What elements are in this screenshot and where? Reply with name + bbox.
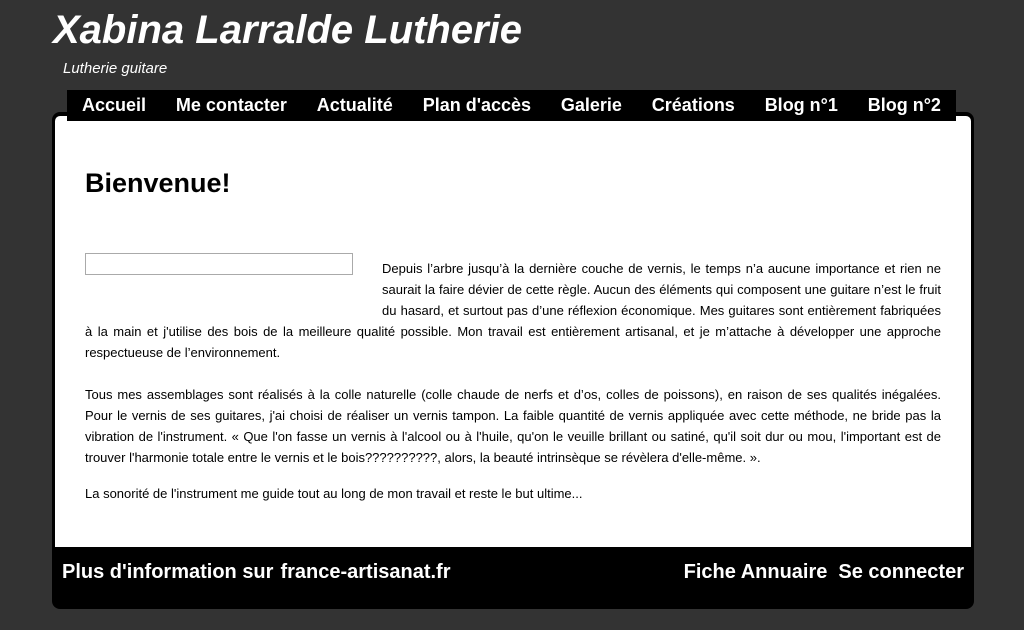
- nav-item-blog-1[interactable]: Blog n°1: [764, 95, 838, 115]
- page-title: Bienvenue!: [85, 168, 231, 198]
- nav-item-creations[interactable]: Créations: [651, 95, 735, 115]
- paragraph-sonorite: La sonorité de l'instrument me guide tout au long de mon travail et reste le but ultime...: [85, 486, 583, 501]
- nav-item-me-contacter[interactable]: Me contacter: [175, 95, 287, 115]
- nav-item-plan-acces[interactable]: Plan d'accès: [422, 95, 532, 115]
- france-artisanat-link[interactable]: france-artisanat.fr: [280, 560, 451, 583]
- site-subtitle: Lutherie guitare: [63, 60, 168, 77]
- footer-info-label: Plus d'information sur: [62, 560, 274, 583]
- nav-item-actualite[interactable]: Actualité: [316, 95, 393, 115]
- image-placeholder: [85, 253, 353, 275]
- paragraph-intro: Depuis l’arbre jusqu’à la dernière couche de vernis, le temps n’a aucune importance et rien ne saurait la faire dévier de cette règle. Aucun des éléments qui composent une guitare n’est le fruit du hasard, et surtout pas d’une réflexion économique. Mes guitares sont entièrement fabriquées à la main et j'utilise des bois de la meilleure qualité possible. Mon travail est entièrement artisanal, et je m’attache à développer une approche respectueuse de l’environnement.: [85, 261, 941, 360]
- login-link[interactable]: Se connecter: [838, 560, 964, 583]
- article-body: [85, 253, 941, 504]
- nav-item-blog-2[interactable]: Blog n°2: [867, 95, 941, 115]
- footer-info: [62, 561, 451, 584]
- fiche-annuaire-link[interactable]: Fiche Annuaire: [683, 560, 828, 583]
- paragraph-assemblages: Tous mes assemblages sont réalisés à la colle naturelle (colle chaude de nerfs et d’os, colles de poissons), en raison de ses qualités inégalées. Pour le vernis de ses guitares, j'ai choisi de réaliser un vernis tampon. La faible quantité de vernis appliquée avec cette méthode, ne bride pas la vibration de l'instrument. « Que l'on fasse un vernis à l'alcool ou à l'huile, qu'on le veuille brillant ou satiné, qu'il soit dur ou mou, l'important est de trouver l'harmonie totale entre le vernis et le bois??????????, alors, la beauté intrinsèque se révèlera d'elle-même. ».: [85, 387, 941, 465]
- footer-links: [684, 561, 964, 584]
- nav-item-accueil[interactable]: Accueil: [82, 95, 147, 115]
- site-title: Xabina Larralde Lutherie: [53, 8, 523, 52]
- nav-item-galerie[interactable]: Galerie: [560, 95, 622, 115]
- main-nav: [67, 90, 956, 121]
- footer: [52, 547, 974, 597]
